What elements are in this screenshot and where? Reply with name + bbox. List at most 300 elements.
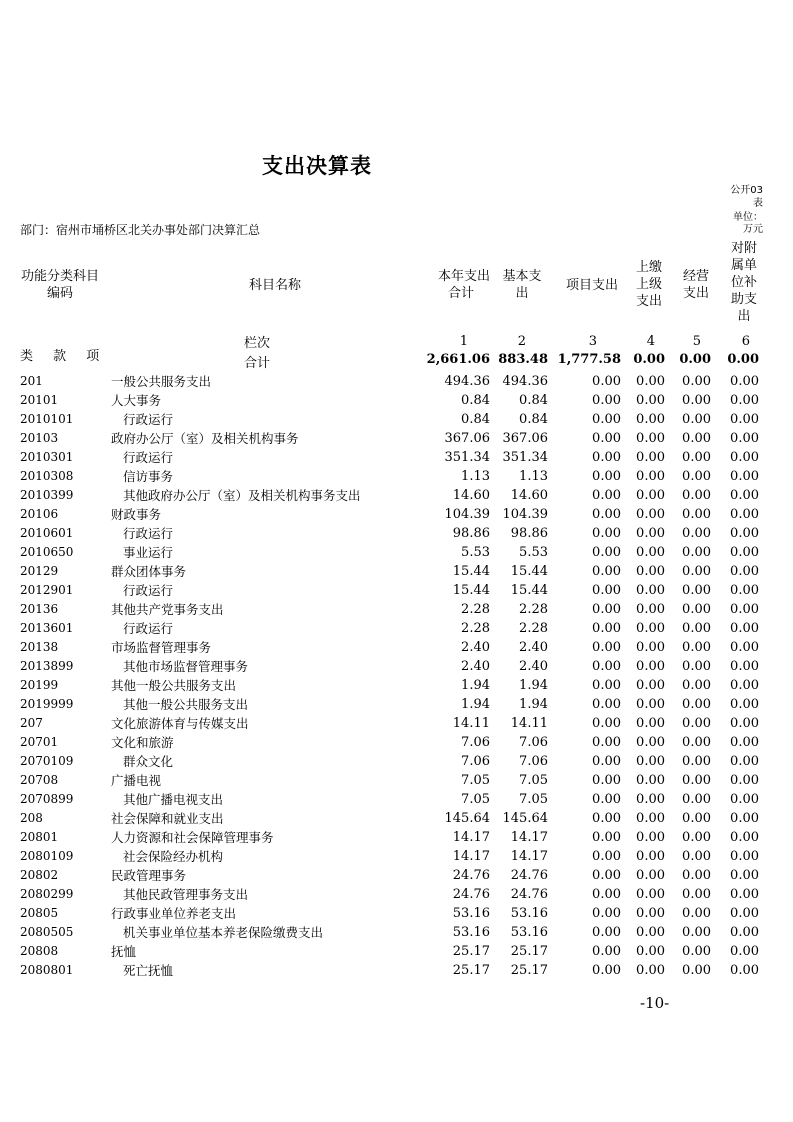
row-code: 2013899 xyxy=(20,659,74,673)
header-code: 功能分类科目编码 xyxy=(20,269,99,301)
header-upper-line2: 上级 xyxy=(635,277,662,292)
row-code: 20701 xyxy=(20,735,59,749)
row-value: 0.00 xyxy=(592,431,621,446)
table-row xyxy=(0,600,793,619)
row-value: 104.39 xyxy=(444,507,490,522)
row-code: 2070109 xyxy=(20,754,74,768)
row-value: 0.00 xyxy=(682,450,711,465)
row-code: 20103 xyxy=(20,431,59,445)
row-value: 15.44 xyxy=(510,564,548,579)
row-value: 0.00 xyxy=(730,374,759,389)
row-value: 0.00 xyxy=(730,640,759,655)
row-value: 7.06 xyxy=(461,735,490,750)
unit-label-line1: 单位： xyxy=(733,212,763,223)
row-code: 208 xyxy=(20,811,43,825)
column-number: 2 xyxy=(517,334,526,349)
row-value: 2.28 xyxy=(519,621,548,636)
row-value: 1.94 xyxy=(519,697,548,712)
row-value: 0.00 xyxy=(592,925,621,940)
row-code: 2019999 xyxy=(20,697,74,711)
row-value: 1.13 xyxy=(461,469,490,484)
row-value: 0.00 xyxy=(592,583,621,598)
row-value: 14.17 xyxy=(510,830,548,845)
row-name: 一般公共服务支出 xyxy=(111,374,212,389)
row-value: 0.00 xyxy=(592,944,621,959)
total-value: 0.00 xyxy=(679,352,711,367)
row-value: 0.00 xyxy=(592,374,621,389)
row-value: 0.00 xyxy=(730,792,759,807)
total-value: 883.48 xyxy=(498,352,548,367)
row-value: 0.00 xyxy=(682,792,711,807)
row-value: 0.00 xyxy=(592,507,621,522)
row-value: 0.00 xyxy=(730,469,759,484)
row-name: 行政事业单位养老支出 xyxy=(111,906,237,921)
table-row xyxy=(0,714,793,733)
row-name: 其他一般公共服务支出 xyxy=(123,697,249,712)
row-value: 0.00 xyxy=(682,393,711,408)
row-value: 0.00 xyxy=(592,868,621,883)
total-value: 2,661.06 xyxy=(426,352,490,367)
row-value: 98.86 xyxy=(452,526,490,541)
row-value: 0.00 xyxy=(682,849,711,864)
row-value: 0.00 xyxy=(636,849,665,864)
header-total-line2: 合计 xyxy=(447,286,474,301)
row-value: 0.00 xyxy=(592,640,621,655)
row-value: 0.00 xyxy=(682,716,711,731)
row-value: 24.76 xyxy=(510,887,548,902)
row-value: 15.44 xyxy=(452,583,490,598)
row-value: 0.00 xyxy=(730,735,759,750)
header-operating-line1: 经营 xyxy=(682,269,709,284)
header-affiliated-line1: 对附 xyxy=(730,241,757,256)
row-name: 行政运行 xyxy=(123,526,174,541)
table-row xyxy=(0,486,793,505)
row-value: 24.76 xyxy=(452,887,490,902)
row-code: 2070899 xyxy=(20,792,74,806)
row-code: 2012901 xyxy=(20,583,74,597)
header-project: 项目支出 xyxy=(565,278,618,293)
table-row xyxy=(0,923,793,942)
row-value: 0.00 xyxy=(682,963,711,978)
row-name: 行政运行 xyxy=(123,621,174,636)
row-value: 5.53 xyxy=(461,545,490,560)
row-value: 0.00 xyxy=(636,906,665,921)
row-value: 0.00 xyxy=(730,754,759,769)
row-value: 0.00 xyxy=(682,868,711,883)
row-value: 0.00 xyxy=(682,526,711,541)
table-row xyxy=(0,467,793,486)
row-value: 24.76 xyxy=(452,868,490,883)
row-name: 行政运行 xyxy=(123,412,174,427)
row-value: 367.06 xyxy=(444,431,490,446)
row-value: 0.00 xyxy=(730,659,759,674)
row-value: 0.00 xyxy=(730,412,759,427)
header-basic-line1: 基本支 xyxy=(502,269,542,284)
row-name: 信访事务 xyxy=(123,469,174,484)
row-value: 2.28 xyxy=(519,602,548,617)
row-value: 24.76 xyxy=(510,868,548,883)
table-row xyxy=(0,524,793,543)
row-value: 7.05 xyxy=(461,792,490,807)
row-code: 20138 xyxy=(20,640,59,654)
row-code: 20199 xyxy=(20,678,59,692)
row-name: 其他市场监督管理事务 xyxy=(123,659,249,674)
row-value: 0.00 xyxy=(730,716,759,731)
header-affiliated xyxy=(726,240,762,325)
sheet-number xyxy=(727,184,763,210)
row-value: 0.84 xyxy=(519,412,548,427)
row-code: 2080505 xyxy=(20,925,74,939)
row-value: 2.40 xyxy=(519,640,548,655)
row-value: 0.00 xyxy=(730,583,759,598)
row-value: 14.17 xyxy=(452,849,490,864)
row-value: 0.00 xyxy=(592,526,621,541)
column-number: 5 xyxy=(692,334,701,349)
table-row xyxy=(0,828,793,847)
row-value: 25.17 xyxy=(510,944,548,959)
row-name: 其他政府办公厅（室）及相关机构事务支出 xyxy=(123,488,361,503)
table-row xyxy=(0,619,793,638)
row-value: 0.00 xyxy=(592,963,621,978)
row-value: 145.64 xyxy=(444,811,490,826)
row-value: 367.06 xyxy=(502,431,548,446)
row-value: 0.00 xyxy=(636,735,665,750)
row-value: 0.00 xyxy=(682,640,711,655)
row-value: 0.00 xyxy=(682,678,711,693)
row-value: 0.00 xyxy=(682,469,711,484)
row-value: 0.00 xyxy=(682,621,711,636)
row-value: 0.00 xyxy=(592,735,621,750)
row-value: 0.00 xyxy=(682,944,711,959)
row-value: 0.00 xyxy=(592,906,621,921)
row-name: 群众团体事务 xyxy=(111,564,187,579)
row-value: 0.00 xyxy=(636,564,665,579)
category-label: 类 款 项 xyxy=(20,349,102,364)
row-value: 0.00 xyxy=(730,545,759,560)
row-value: 0.00 xyxy=(682,545,711,560)
row-value: 351.34 xyxy=(444,450,490,465)
row-value: 0.00 xyxy=(636,887,665,902)
row-value: 0.00 xyxy=(636,412,665,427)
header-affiliated-line3: 位补 xyxy=(730,275,757,290)
row-value: 0.00 xyxy=(730,830,759,845)
row-value: 0.00 xyxy=(636,431,665,446)
row-code: 2013601 xyxy=(20,621,74,635)
row-value: 2.40 xyxy=(461,659,490,674)
row-code: 2080801 xyxy=(20,963,74,977)
row-name: 死亡抚恤 xyxy=(123,963,174,978)
row-value: 0.00 xyxy=(730,811,759,826)
row-name: 其他广播电视支出 xyxy=(123,792,224,807)
row-value: 1.94 xyxy=(519,678,548,693)
table-row xyxy=(0,961,793,980)
table-row xyxy=(0,676,793,695)
row-value: 0.00 xyxy=(592,678,621,693)
row-value: 2.28 xyxy=(461,602,490,617)
row-value: 0.00 xyxy=(636,678,665,693)
row-value: 0.00 xyxy=(636,526,665,541)
table-row xyxy=(0,942,793,961)
row-value: 0.00 xyxy=(592,393,621,408)
row-name: 机关事业单位基本养老保险缴费支出 xyxy=(123,925,324,940)
row-name: 其他一般公共服务支出 xyxy=(111,678,237,693)
row-value: 14.60 xyxy=(452,488,490,503)
row-value: 53.16 xyxy=(452,906,490,921)
table-row xyxy=(0,885,793,904)
row-name: 社会保险经办机构 xyxy=(123,849,224,864)
row-value: 0.00 xyxy=(636,507,665,522)
row-value: 0.00 xyxy=(592,564,621,579)
row-value: 0.00 xyxy=(730,393,759,408)
row-value: 0.00 xyxy=(636,811,665,826)
expenditure-table-body xyxy=(0,372,793,980)
total-value: 0.00 xyxy=(727,352,759,367)
row-value: 25.17 xyxy=(452,944,490,959)
table-row xyxy=(0,790,793,809)
row-value: 0.00 xyxy=(592,849,621,864)
total-label: 合计 xyxy=(244,356,271,371)
row-value: 1.13 xyxy=(519,469,548,484)
row-value: 0.00 xyxy=(682,754,711,769)
header-name: 科目名称 xyxy=(248,278,301,293)
department-label: 部门：宿州市埇桥区北关办事处部门决算汇总 xyxy=(20,223,261,237)
row-code: 20106 xyxy=(20,507,59,521)
row-value: 14.17 xyxy=(452,830,490,845)
table-row xyxy=(0,372,793,391)
column-number: 1 xyxy=(459,334,468,349)
row-value: 0.00 xyxy=(682,412,711,427)
row-value: 0.00 xyxy=(730,621,759,636)
row-value: 0.00 xyxy=(682,583,711,598)
row-value: 0.00 xyxy=(682,906,711,921)
row-value: 2.28 xyxy=(461,621,490,636)
row-value: 104.39 xyxy=(502,507,548,522)
row-value: 0.00 xyxy=(682,374,711,389)
row-value: 0.00 xyxy=(682,830,711,845)
row-value: 0.00 xyxy=(592,792,621,807)
row-value: 25.17 xyxy=(510,963,548,978)
row-code: 2010601 xyxy=(20,526,74,540)
header-total xyxy=(420,268,490,302)
row-value: 0.00 xyxy=(730,488,759,503)
row-code: 2010399 xyxy=(20,488,74,502)
row-value: 0.00 xyxy=(682,564,711,579)
row-value: 145.64 xyxy=(502,811,548,826)
row-value: 7.05 xyxy=(461,773,490,788)
row-value: 0.00 xyxy=(592,488,621,503)
table-row xyxy=(0,391,793,410)
header-basic xyxy=(494,268,550,302)
row-value: 0.00 xyxy=(730,507,759,522)
row-value: 0.00 xyxy=(636,716,665,731)
row-value: 0.00 xyxy=(636,963,665,978)
header-affiliated-line2: 属单 xyxy=(730,258,757,273)
row-value: 0.84 xyxy=(519,393,548,408)
row-value: 7.05 xyxy=(519,773,548,788)
row-code: 201 xyxy=(20,374,43,388)
row-name: 事业运行 xyxy=(123,545,174,560)
row-value: 0.00 xyxy=(592,659,621,674)
row-code: 2010650 xyxy=(20,545,74,559)
row-value: 0.00 xyxy=(592,469,621,484)
row-code: 207 xyxy=(20,716,43,730)
table-row xyxy=(0,771,793,790)
row-value: 0.00 xyxy=(636,583,665,598)
row-code: 20136 xyxy=(20,602,59,616)
row-value: 494.36 xyxy=(502,374,548,389)
row-value: 0.00 xyxy=(682,431,711,446)
row-value: 0.00 xyxy=(636,469,665,484)
row-name: 社会保障和就业支出 xyxy=(111,811,224,826)
row-value: 0.00 xyxy=(730,849,759,864)
row-value: 1.94 xyxy=(461,697,490,712)
row-code: 20802 xyxy=(20,868,59,882)
table-row xyxy=(0,562,793,581)
row-value: 25.17 xyxy=(452,963,490,978)
row-value: 53.16 xyxy=(510,906,548,921)
table-row xyxy=(0,657,793,676)
row-value: 0.00 xyxy=(636,830,665,845)
row-code: 2080109 xyxy=(20,849,74,863)
row-value: 0.00 xyxy=(636,792,665,807)
table-row xyxy=(0,448,793,467)
row-code: 20129 xyxy=(20,564,59,578)
row-value: 0.00 xyxy=(682,925,711,940)
row-value: 0.00 xyxy=(592,754,621,769)
row-value: 14.11 xyxy=(452,716,490,731)
header-upper-line1: 上缴 xyxy=(635,260,662,275)
row-value: 0.00 xyxy=(730,564,759,579)
row-value: 0.00 xyxy=(730,906,759,921)
row-value: 0.00 xyxy=(592,830,621,845)
table-row xyxy=(0,581,793,600)
row-name: 其他民政管理事务支出 xyxy=(123,887,249,902)
header-affiliated-line4: 助支 xyxy=(730,292,757,307)
table-row xyxy=(0,904,793,923)
row-value: 0.00 xyxy=(636,545,665,560)
table-row xyxy=(0,809,793,828)
row-value: 0.00 xyxy=(636,773,665,788)
row-value: 15.44 xyxy=(452,564,490,579)
row-code: 2010308 xyxy=(20,469,74,483)
table-row xyxy=(0,695,793,714)
row-value: 351.34 xyxy=(502,450,548,465)
row-value: 0.00 xyxy=(682,507,711,522)
column-number: 3 xyxy=(588,334,597,349)
row-value: 0.00 xyxy=(730,868,759,883)
row-value: 0.00 xyxy=(636,393,665,408)
row-value: 0.00 xyxy=(636,488,665,503)
header-operating xyxy=(676,268,716,302)
row-value: 0.00 xyxy=(636,374,665,389)
row-value: 0.00 xyxy=(592,412,621,427)
row-name: 市场监督管理事务 xyxy=(111,640,212,655)
column-number: 6 xyxy=(741,334,750,349)
row-value: 98.86 xyxy=(510,526,548,541)
page-title: 支出决算表 xyxy=(262,154,372,178)
total-value: 0.00 xyxy=(633,352,665,367)
row-value: 0.00 xyxy=(636,602,665,617)
row-value: 0.00 xyxy=(592,773,621,788)
table-row xyxy=(0,847,793,866)
header-total-line1: 本年支出 xyxy=(437,269,490,284)
row-value: 0.00 xyxy=(636,640,665,655)
row-value: 0.00 xyxy=(730,773,759,788)
table-row xyxy=(0,638,793,657)
row-value: 7.06 xyxy=(519,735,548,750)
row-value: 7.06 xyxy=(519,754,548,769)
table-row xyxy=(0,429,793,448)
row-code: 20808 xyxy=(20,944,59,958)
row-code: 20708 xyxy=(20,773,59,787)
row-name: 民政管理事务 xyxy=(111,868,187,883)
header-upper-line3: 支出 xyxy=(635,294,662,309)
row-code: 2010301 xyxy=(20,450,74,464)
sheet-number-line2: 表 xyxy=(753,198,763,209)
header-affiliated-line5: 出 xyxy=(737,309,751,324)
row-value: 0.00 xyxy=(682,697,711,712)
row-value: 0.00 xyxy=(730,944,759,959)
row-value: 0.84 xyxy=(461,412,490,427)
unit-label-line2: 万元 xyxy=(743,224,763,235)
row-value: 0.00 xyxy=(592,602,621,617)
table-row xyxy=(0,410,793,429)
row-name: 行政运行 xyxy=(123,450,174,465)
row-value: 14.60 xyxy=(510,488,548,503)
row-value: 0.00 xyxy=(682,735,711,750)
table-row xyxy=(0,866,793,885)
row-value: 7.05 xyxy=(519,792,548,807)
row-name: 财政事务 xyxy=(111,507,162,522)
row-value: 0.00 xyxy=(730,602,759,617)
row-value: 0.00 xyxy=(730,678,759,693)
row-value: 0.00 xyxy=(682,659,711,674)
row-value: 0.00 xyxy=(636,697,665,712)
row-value: 14.11 xyxy=(510,716,548,731)
header-basic-line2: 出 xyxy=(515,286,529,301)
row-value: 7.06 xyxy=(461,754,490,769)
row-name: 人力资源和社会保障管理事务 xyxy=(111,830,274,845)
row-value: 15.44 xyxy=(510,583,548,598)
row-value: 5.53 xyxy=(519,545,548,560)
row-value: 0.00 xyxy=(730,450,759,465)
table-row xyxy=(0,752,793,771)
row-name: 其他共产党事务支出 xyxy=(111,602,224,617)
row-value: 0.00 xyxy=(636,450,665,465)
row-name: 人大事务 xyxy=(111,393,162,408)
table-row xyxy=(0,505,793,524)
row-value: 0.00 xyxy=(636,925,665,940)
row-value: 2.40 xyxy=(519,659,548,674)
row-code: 2010101 xyxy=(20,412,74,426)
row-value: 0.00 xyxy=(636,754,665,769)
row-name: 文化旅游体育与传媒支出 xyxy=(111,716,249,731)
row-value: 2.40 xyxy=(461,640,490,655)
row-value: 0.00 xyxy=(682,488,711,503)
row-name: 政府办公厅（室）及相关机构事务 xyxy=(111,431,299,446)
table-row xyxy=(0,543,793,562)
row-name: 抚恤 xyxy=(111,944,137,959)
row-value: 0.00 xyxy=(592,545,621,560)
table-row xyxy=(0,733,793,752)
row-code: 2080299 xyxy=(20,887,74,901)
row-value: 0.00 xyxy=(730,925,759,940)
row-value: 0.00 xyxy=(682,773,711,788)
row-value: 0.00 xyxy=(682,602,711,617)
row-value: 494.36 xyxy=(444,374,490,389)
row-code: 20801 xyxy=(20,830,59,844)
row-value: 0.00 xyxy=(730,526,759,541)
